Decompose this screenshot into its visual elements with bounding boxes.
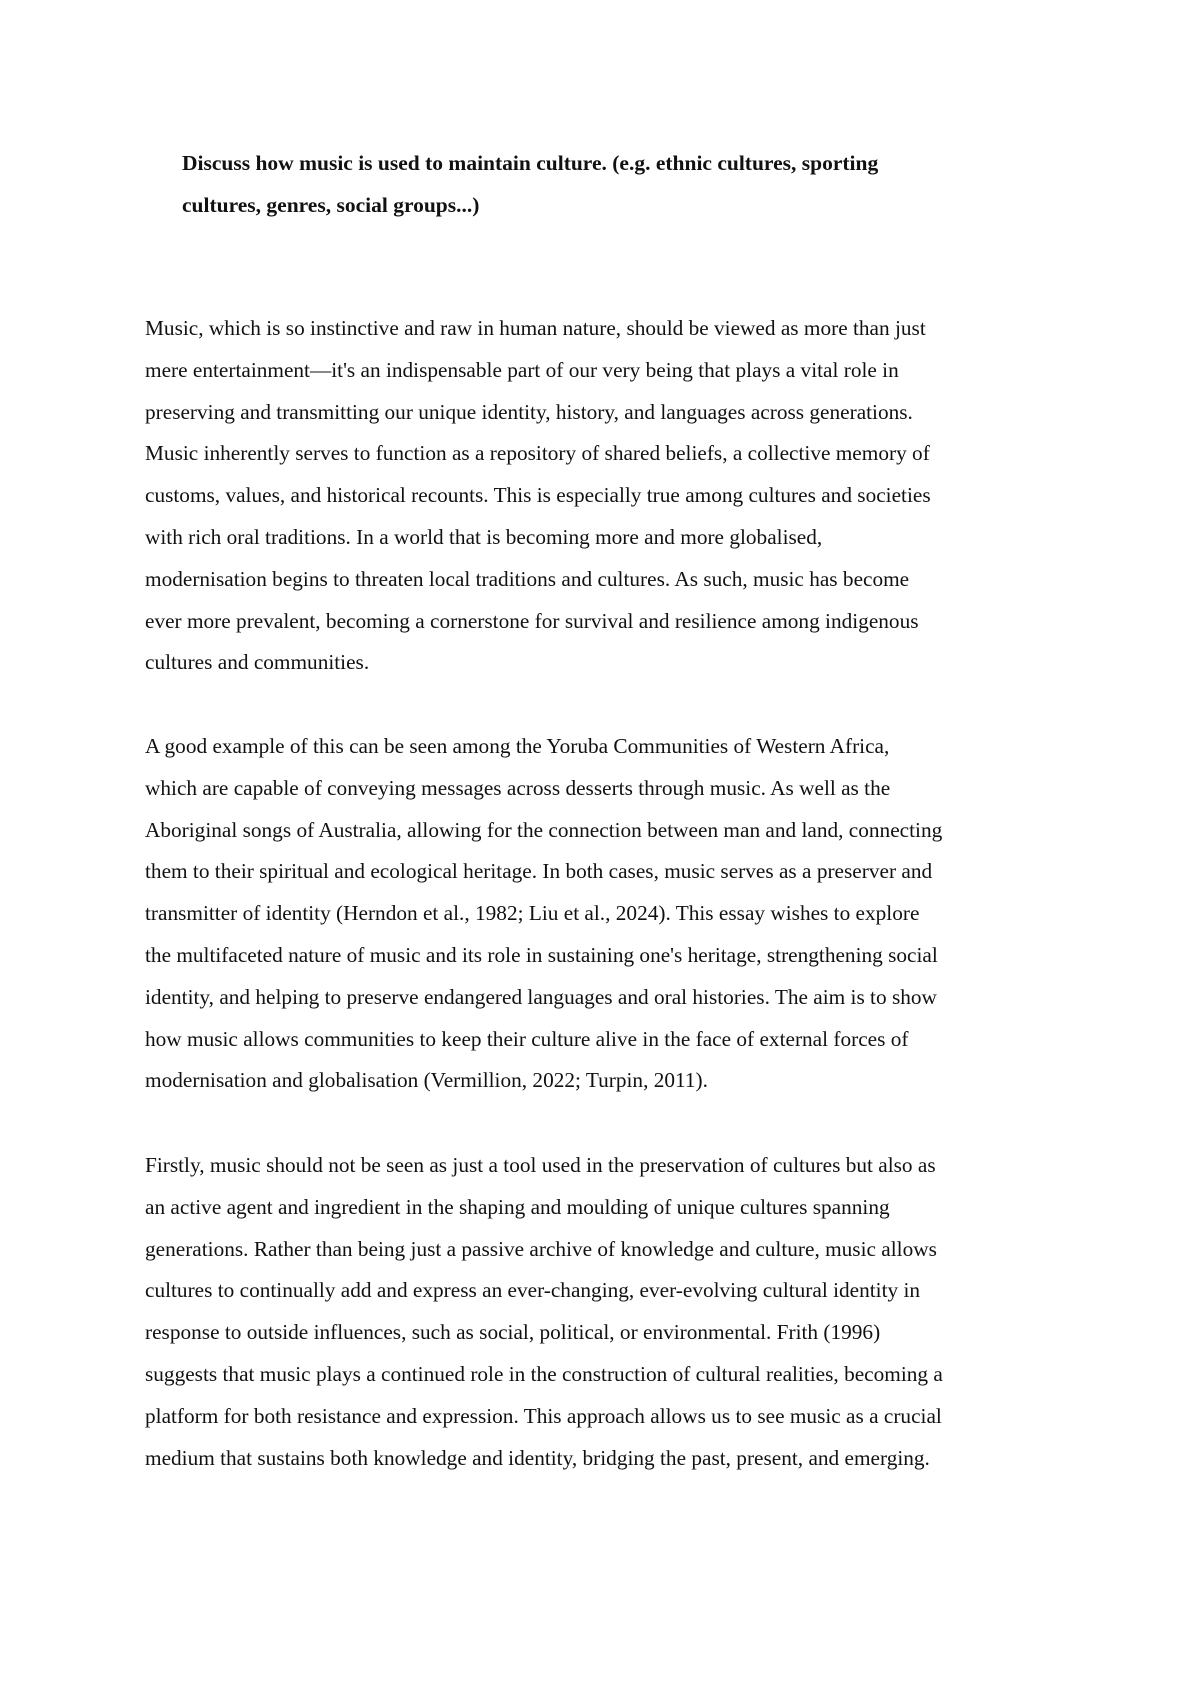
paragraph-line: medium that sustains both knowledge and identity, bridging the past, present, and emerging. (145, 1445, 930, 1470)
paragraph-line: response to outside influences, such as social, political, or environmental. Frith (1996) (145, 1320, 881, 1345)
paragraph-line: Firstly, music should not be seen as just a tool used in the preservation of cultures but also as (145, 1153, 936, 1177)
paragraph-line: cultures to continually add and express an ever-changing, ever-evolving cultural identity in (145, 1278, 921, 1303)
prompt-line: cultures, genres, social groups...) (182, 193, 480, 217)
prompt-line: Discuss how music is used to maintain culture. (e.g. ethnic cultures, sporting (182, 151, 879, 175)
paragraph-line: an active agent and ingredient in the shaping and moulding of unique cultures spanning (145, 1194, 890, 1219)
paragraph-line: how music allows communities to keep their culture alive in the face of external forces of (145, 1026, 909, 1051)
paragraph-line: modernisation begins to threaten local traditions and cultures. As such, music has become (145, 566, 910, 591)
paragraph-line: platform for both resistance and expression. This approach allows us to see music as a crucial (145, 1403, 942, 1428)
paragraph-introduction (145, 308, 1065, 684)
paragraph-line: which are capable of conveying messages across desserts through music. As well as the (145, 775, 891, 800)
paragraph-line: them to their spiritual and ecological heritage. In both cases, music serves as a preserver and (145, 859, 933, 884)
paragraph-line: modernisation and globalisation (Vermillion, 2022; Turpin, 2011). (145, 1068, 708, 1093)
paragraph-line: identity, and helping to preserve endangered languages and oral histories. The aim is to show (145, 984, 937, 1009)
paragraph-line: Aboriginal songs of Australia, allowing for the connection between man and land, connecting (145, 817, 943, 842)
paragraph-line: ever more prevalent, becoming a cornerstone for survival and resilience among indigenous (145, 608, 919, 633)
paragraph-line: Music, which is so instinctive and raw in human nature, should be viewed as more than just (145, 316, 926, 340)
paragraph-line: Music inherently serves to function as a repository of shared beliefs, a collective memory of (145, 441, 930, 466)
paragraph-line: suggests that music plays a continued role in the construction of cultural realities, becoming a (145, 1361, 943, 1386)
paragraph-line: A good example of this can be seen among the Yoruba Communities of Western Africa, (145, 734, 890, 758)
essay-prompt (182, 142, 982, 226)
paragraph-line: with rich oral traditions. In a world that is becoming more and more globalised, (145, 524, 823, 549)
paragraph-line: mere entertainment—it's an indispensable part of our very being that plays a vital role in (145, 357, 899, 382)
paragraph-line: generations. Rather than being just a passive archive of knowledge and culture, music allows (145, 1236, 937, 1261)
paragraph-line: transmitter of identity (Herndon et al., 1982; Liu et al., 2024). This essay wishes to explore (145, 901, 920, 926)
paragraph-line: the multifaceted nature of music and its role in sustaining one's heritage, strengthening social (145, 942, 938, 967)
paragraph-line: cultures and communities. (145, 650, 370, 675)
paragraph-body-first (145, 1145, 1065, 1479)
paragraph-examples (145, 726, 1065, 1102)
paragraph-line: preserving and transmitting our unique identity, history, and languages across generations. (145, 399, 913, 424)
paragraph-line: customs, values, and historical recounts. This is especially true among cultures and societies (145, 483, 931, 508)
